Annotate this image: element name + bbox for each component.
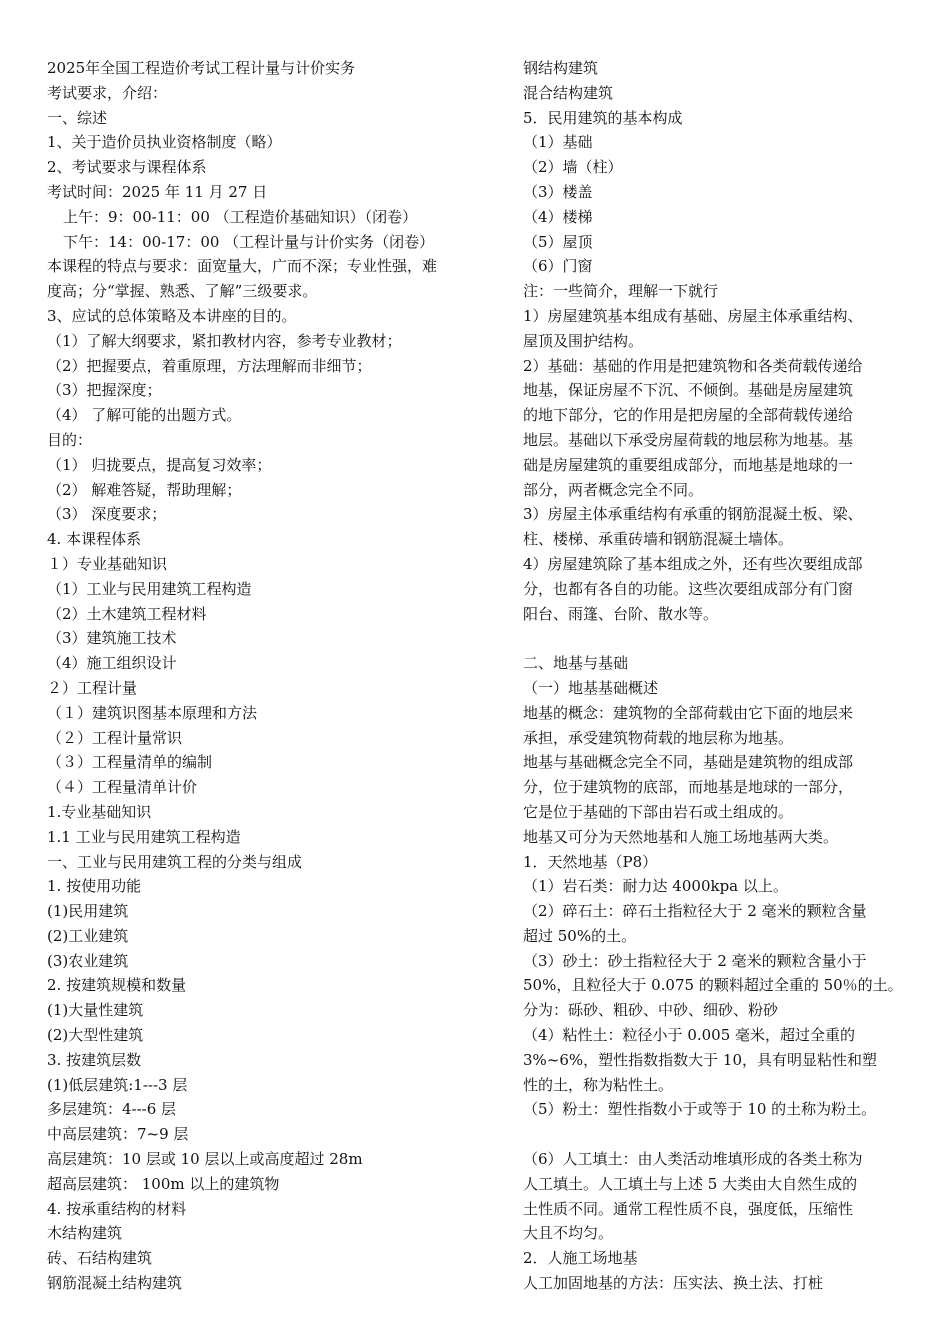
text-line: 3、应试的总体策略及本讲座的目的。 (47, 306, 297, 325)
text-line: 3）房屋主体承重结构有承重的钢筋混凝土板、梁、 (523, 505, 863, 524)
blank-line (523, 1122, 913, 1147)
text-line: 考试时间：2025 年 11 月 27 日 (47, 182, 268, 201)
text-line: 上午：9：00-11：00 （工程造价基础知识）（闭卷） (63, 207, 418, 226)
text-line: （4） 了解可能的出题方式。 (47, 406, 242, 425)
text-line: 1.1 工业与民用建筑工程构造 (47, 827, 241, 846)
section-heading: 一、工业与民用建筑工程的分类与组成 (47, 852, 303, 871)
text-line: 1. 按使用功能 (47, 877, 142, 896)
text-line: （1） 归拢要点，提高复习效率； (47, 455, 272, 474)
text-line: （４）工程量清单计价 (47, 778, 198, 797)
text-line: 混合结构建筑 (523, 83, 614, 102)
text-line: 度高；分“掌握、熟悉、了解”三级要求。 (47, 282, 318, 301)
text-line: 4. 本课程体系 (47, 530, 142, 549)
text-line: （6）人工填土：由人类活动堆填形成的各类土称为 (523, 1150, 863, 1169)
text-line: 屋顶及围护结构。 (523, 331, 644, 350)
text-line: （2）碎石土：碎石土指粒径大于 2 毫米的颗粒含量 (523, 902, 867, 921)
text-line: 1）房屋建筑基本组成有基础、房屋主体承重结构、 (523, 306, 863, 325)
text-line: (1)民用建筑 (47, 902, 129, 921)
text-line: （１）建筑识图基本原理和方法 (47, 703, 258, 722)
text-line: 地基又可分为天然地基和人施工场地基两大类。 (523, 827, 839, 846)
text-line: 部分，两者概念完全不同。 (523, 480, 704, 499)
text-line: 分，也都有各自的功能。这些次要组成部分有门窗 (523, 579, 854, 598)
text-line: 2、考试要求与课程体系 (47, 158, 207, 177)
text-line: 分为：砾砂、粗砂、中砂、细砂、粉砂 (523, 1001, 779, 1020)
text-line: 2．人施工场地基 (523, 1249, 638, 1268)
text-line: 钢结构建筑 (523, 59, 599, 77)
text-line: （1）基础 (523, 133, 593, 152)
text-line: 目的： (47, 430, 93, 449)
section-heading: 二、地基与基础 (523, 654, 629, 673)
text-line: 3. 按建筑层数 (47, 1050, 142, 1069)
text-line: （3）楼盖 (523, 182, 593, 201)
text-line: （２）工程计量常识 (47, 728, 183, 747)
text-line: （6）门窗 (523, 257, 593, 276)
text-line: 多层建筑：4---6 层 (47, 1100, 177, 1119)
text-line: 4. 按承重结构的材料 (47, 1199, 187, 1218)
text-line: （2）把握要点，着重原理，方法理解而非细节； (47, 356, 372, 375)
text-line: （1）了解大纲要求，紧扣教材内容，参考专业教材； (47, 331, 402, 350)
text-line: （1）工业与民用建筑工程构造 (47, 579, 252, 598)
text-line: 2. 按建筑规模和数量 (47, 976, 187, 995)
text-line: 1、关于造价员执业资格制度（略） (47, 133, 282, 152)
section-heading: 一、综述 (47, 108, 108, 127)
text-line: （1）岩石类：耐力达 4000kpa 以上。 (523, 877, 788, 896)
text-line: （3） 深度要求； (47, 505, 167, 524)
text-line: （3）砂土：砂土指粒径大于 2 毫米的颗粒含量小于 (523, 951, 867, 970)
text-line: 阳台、雨篷、台阶、散水等。 (523, 604, 719, 623)
text-line: (2)大型性建筑 (47, 1026, 144, 1045)
text-line: (2)工业建筑 (47, 926, 129, 945)
text-line: （一）地基基础概述 (523, 678, 659, 697)
text-line: 的地下部分，它的作用是把房屋的全部荷载传递给 (523, 406, 854, 425)
text-line: 砖、石结构建筑 (47, 1249, 153, 1268)
text-line: 承担，承受建筑物荷载的地层称为地基。 (523, 728, 794, 747)
text-line: ２）工程计量 (47, 678, 138, 697)
text-line: 5．民用建筑的基本构成 (523, 108, 683, 127)
text-line: 中高层建筑：7~9 层 (47, 1125, 189, 1144)
text-line: （5）粉土：塑性指数小于或等于 10 的土称为粉土。 (523, 1100, 877, 1119)
text-line: 地基的概念：建筑物的全部荷载由它下面的地层来 (523, 703, 854, 722)
left-column (47, 56, 491, 1296)
text-line: 柱、楼梯、承重砖墙和钢筋混凝土墙体。 (523, 530, 794, 549)
text-line: 2）基础：基础的作用是把建筑物和各类荷载传递给 (523, 356, 863, 375)
text-line: 下午：14：00-17：00 （工程计量与计价实务（闭卷） (63, 232, 435, 251)
text-line: （３）工程量清单的编制 (47, 753, 213, 772)
text-line: 超高层建筑： 100m 以上的建筑物 (47, 1174, 280, 1193)
document-title: 2025年全国工程造价考试工程计量与计价实务 (47, 59, 356, 77)
text-line: 1.专业基础知识 (47, 802, 152, 821)
text-line: １）专业基础知识 (47, 554, 168, 573)
text-line: 地层。基础以下承受房屋荷载的地层称为地基。基 (523, 430, 854, 449)
text-line: 人工填土。人工填土与上述 5 大类由大自然生成的 (523, 1174, 858, 1193)
text-line: 钢筋混凝土结构建筑 (47, 1274, 183, 1293)
text-line: 土性质不同。通常工程性质不良，强度低，压缩性 (523, 1199, 854, 1218)
text-line: （4）施工组织设计 (47, 654, 177, 673)
blank-line (523, 626, 913, 651)
text-line: （2）土木建筑工程材料 (47, 604, 207, 623)
text-line: (1)大量性建筑 (47, 1001, 144, 1020)
text-line: 50%，且粒径大于 0.075 的颗料超过全重的 50％的土。 (523, 976, 903, 995)
text-line: （3）把握深度； (47, 381, 162, 400)
text-line: （5）屋顶 (523, 232, 593, 251)
text-line: 地基与基础概念完全不同，基础是建筑物的组成部 (523, 753, 854, 772)
text-line: 考试要求，介绍： (47, 83, 168, 102)
text-line: 它是位于基础的下部由岩石或土组成的。 (523, 802, 794, 821)
text-line: (3)农业建筑 (47, 951, 129, 970)
text-line: 注：一些简介，理解一下就行 (523, 282, 719, 301)
text-line: 性的土，称为粘性土。 (523, 1075, 674, 1094)
text-line: 高层建筑：10 层或 10 层以上或高度超过 28m (47, 1150, 363, 1169)
text-line: （4）楼梯 (523, 207, 593, 226)
text-line: 1．天然地基（P8） (523, 852, 658, 871)
text-line: 础是房屋建筑的重要组成部分，而地基是地球的一 (523, 455, 854, 474)
text-line: （2） 解难答疑，帮助理解； (47, 480, 242, 499)
text-line: 大且不均匀。 (523, 1224, 614, 1243)
text-line: 人工加固地基的方法：压实法、换土法、打桩 (523, 1274, 824, 1293)
text-line: （2）墙（柱） (523, 158, 623, 177)
text-line: 木结构建筑 (47, 1224, 123, 1243)
text-line: 超过 50%的土。 (523, 926, 637, 945)
text-line: （3）建筑施工技术 (47, 629, 177, 648)
text-line: 分，位于建筑物的底部，而地基是地球的一部分， (523, 778, 854, 797)
text-line: 3%~6%，塑性指数指数大于 10，具有明显粘性和塑 (523, 1050, 878, 1069)
text-line: 本课程的特点与要求：面宽量大，广而不深；专业性强，难 (47, 257, 438, 276)
text-line: (1)低层建筑:1---3 层 (47, 1075, 188, 1094)
text-line: （4）粘性土：粒径小于 0.005 毫米，超过全重的 (523, 1026, 856, 1045)
right-column (523, 56, 913, 1296)
text-line: 4）房屋建筑除了基本组成之外，还有些次要组成部 (523, 554, 863, 573)
text-line: 地基，保证房屋不下沉、不倾倒。基础是房屋建筑 (523, 381, 854, 400)
